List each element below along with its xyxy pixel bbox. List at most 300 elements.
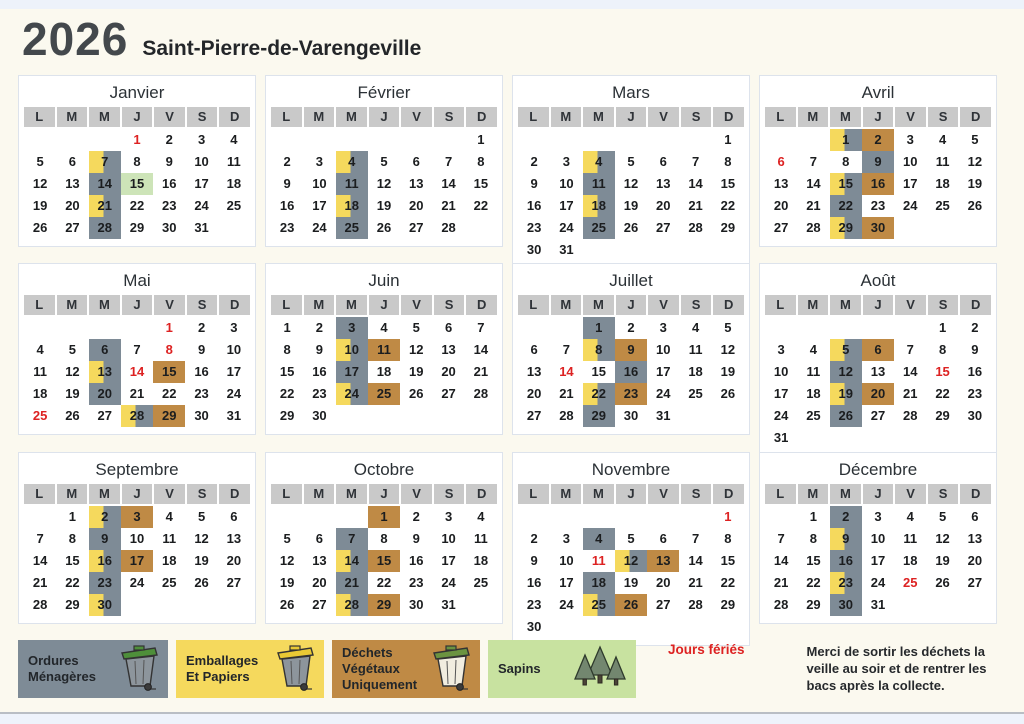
weekday-cell: D — [219, 107, 250, 127]
waste-bin-icon — [430, 643, 472, 691]
days-grid — [271, 317, 497, 427]
day-cell: 14 — [89, 173, 121, 195]
day-cell: 14 — [688, 553, 703, 568]
legend-boxes — [18, 640, 644, 698]
weekday-cell: J — [616, 107, 647, 127]
day-cell: 16 — [409, 553, 424, 568]
day-cell: 19 — [623, 198, 639, 213]
day-cell: 27 — [967, 575, 983, 590]
day-cell-empty — [765, 506, 797, 528]
day-cell-empty — [518, 129, 550, 151]
day-cell: 4 — [809, 342, 818, 357]
day-cell: 19 — [935, 553, 950, 568]
days-grid — [271, 129, 497, 239]
day-cell: 2 — [971, 320, 979, 335]
day-cell: 1 — [724, 509, 732, 524]
day-cell-empty — [518, 506, 550, 528]
day-cell: 30 — [862, 217, 894, 239]
day-cell: 9 — [615, 339, 647, 361]
day-cell: 10 — [226, 342, 242, 357]
day-cell: 29 — [65, 597, 80, 612]
day-cell-empty — [550, 317, 582, 339]
day-cell: 17 — [226, 364, 242, 379]
day-cell: 22 — [129, 198, 145, 213]
page-header — [0, 0, 1024, 65]
day-cell-empty — [679, 506, 711, 528]
weekday-cell: M — [336, 107, 367, 127]
day-cell: 12 — [409, 342, 424, 357]
day-cell: 21 — [336, 572, 368, 594]
weekday-cell: D — [960, 484, 991, 504]
day-cell: 3 — [562, 154, 571, 169]
day-cell: 2 — [165, 132, 173, 147]
weekday-cell: V — [648, 295, 679, 315]
day-cell: 25 — [935, 198, 950, 213]
day-cell: 16 — [967, 364, 983, 379]
day-cell: 5 — [68, 342, 77, 357]
day-cell: 16 — [194, 364, 209, 379]
day-cell: 1 — [283, 320, 291, 335]
day-cell: 13 — [89, 361, 121, 383]
day-cell: 18 — [583, 195, 615, 217]
weekday-cell: M — [798, 484, 829, 504]
day-cell: 30 — [409, 597, 424, 612]
day-cell: 18 — [376, 364, 392, 379]
day-cell: 9 — [412, 531, 420, 546]
day-cell: 13 — [656, 176, 671, 191]
weekday-cell: M — [89, 484, 120, 504]
waste-bin-icon — [118, 643, 160, 691]
day-cell: 6 — [530, 342, 538, 357]
day-cell: 18 — [32, 386, 48, 401]
weekday-cell: S — [434, 295, 465, 315]
day-cell: 14 — [441, 176, 456, 191]
day-cell: 1 — [583, 317, 615, 339]
day-cell: 5 — [627, 531, 635, 546]
day-cell: 30 — [194, 408, 209, 423]
commune-title: Saint-Pierre-de-Varengeville — [142, 37, 422, 60]
day-cell: 29 — [720, 597, 736, 612]
day-cell: 8 — [477, 154, 485, 169]
day-cell-empty — [894, 317, 926, 339]
day-cell: 9 — [530, 176, 538, 191]
day-cell-empty — [24, 129, 56, 151]
day-cell: 1 — [830, 129, 862, 151]
day-cell: 8 — [938, 342, 947, 357]
day-cell: 6 — [777, 154, 785, 169]
days-grid — [24, 317, 250, 427]
day-cell: 18 — [473, 553, 489, 568]
day-cell: 23 — [526, 597, 542, 612]
day-cell: 2 — [315, 320, 324, 335]
day-cell: 8 — [283, 342, 291, 357]
day-cell-empty — [647, 129, 679, 151]
day-cell-empty — [336, 129, 368, 151]
weekday-cell: D — [713, 484, 744, 504]
day-cell: 3 — [659, 320, 667, 335]
month-title: Avril — [861, 83, 895, 102]
day-cell: 26 — [376, 220, 392, 235]
weekday-cell: S — [681, 295, 712, 315]
month-panel-mars — [512, 75, 750, 269]
day-cell: 20 — [89, 383, 121, 405]
day-cell: 28 — [121, 405, 153, 427]
day-cell: 6 — [230, 509, 238, 524]
weekday-cell: J — [863, 295, 894, 315]
weekday-cell: M — [89, 107, 120, 127]
day-cell: 21 — [688, 575, 703, 590]
day-cell: 3 — [874, 509, 882, 524]
day-cell: 15 — [720, 553, 736, 568]
month-panel-mai — [18, 263, 256, 435]
weekday-cell: V — [401, 107, 432, 127]
month-title: Septembre — [95, 460, 179, 479]
day-cell: 27 — [441, 386, 456, 401]
day-cell-empty — [583, 506, 615, 528]
day-cell: 30 — [623, 408, 639, 423]
weekday-cell: D — [219, 484, 250, 504]
month-title: Mars — [612, 83, 650, 102]
day-cell: 13 — [647, 550, 679, 572]
weekday-cell: M — [798, 107, 829, 127]
days-grid — [518, 129, 744, 261]
day-cell: 12 — [623, 176, 639, 191]
weekday-cell: J — [122, 107, 153, 127]
day-cell: 28 — [903, 408, 918, 423]
weekday-cell: M — [583, 484, 614, 504]
weekday-cell: S — [187, 295, 218, 315]
weekday-cell: S — [434, 107, 465, 127]
day-cell: 16 — [89, 550, 121, 572]
day-cell: 13 — [226, 531, 242, 546]
month-title: Janvier — [109, 83, 165, 102]
day-cell: 13 — [441, 342, 456, 357]
day-cell: 7 — [562, 342, 571, 357]
day-cell: 2 — [89, 506, 121, 528]
day-cell: 31 — [656, 408, 671, 423]
day-cell: 20 — [656, 198, 671, 213]
day-cell-empty — [432, 129, 464, 151]
day-cell: 13 — [870, 364, 886, 379]
day-cell-empty — [56, 317, 88, 339]
day-cell: 28 — [688, 220, 703, 235]
weekday-cell: M — [551, 295, 582, 315]
day-cell: 30 — [967, 408, 983, 423]
day-cell: 27 — [409, 220, 424, 235]
day-cell: 26 — [65, 408, 80, 423]
day-cell: 5 — [197, 509, 206, 524]
day-cell: 27 — [526, 408, 542, 423]
day-cell: 21 — [89, 195, 121, 217]
day-cell: 1 — [165, 320, 173, 335]
weekday-cell: J — [616, 484, 647, 504]
day-cell: 24 — [336, 383, 368, 405]
day-cell: 17 — [656, 364, 671, 379]
day-cell: 11 — [903, 531, 918, 546]
day-cell: 25 — [32, 408, 48, 423]
day-cell: 20 — [226, 553, 242, 568]
day-cell: 27 — [312, 597, 327, 612]
day-cell: 30 — [312, 408, 327, 423]
day-cell: 22 — [830, 195, 862, 217]
day-cell: 15 — [935, 364, 950, 379]
weekday-cell: L — [24, 107, 55, 127]
day-cell: 31 — [870, 597, 886, 612]
day-cell: 23 — [526, 220, 542, 235]
day-cell: 28 — [89, 217, 121, 239]
day-cell-empty — [679, 129, 711, 151]
day-cell: 20 — [526, 386, 542, 401]
day-cell: 13 — [526, 364, 542, 379]
day-cell: 6 — [315, 531, 324, 546]
weekday-cell: L — [518, 107, 549, 127]
weekday-cell: V — [154, 484, 185, 504]
days-grid — [518, 506, 744, 638]
day-cell: 13 — [312, 553, 327, 568]
month-panel-juillet — [512, 263, 750, 435]
day-cell: 25 — [583, 217, 615, 239]
day-cell: 17 — [903, 176, 918, 191]
day-cell: 24 — [773, 408, 789, 423]
day-cell: 12 — [615, 550, 647, 572]
day-cell: 17 — [336, 361, 368, 383]
day-cell: 28 — [473, 386, 489, 401]
day-cell: 28 — [773, 597, 789, 612]
day-cell: 28 — [336, 594, 368, 616]
day-cell: 28 — [32, 597, 48, 612]
weekday-cell: L — [765, 484, 796, 504]
day-cell: 25 — [162, 575, 177, 590]
weekday-cell: M — [304, 484, 335, 504]
day-cell: 7 — [133, 342, 141, 357]
day-cell: 19 — [830, 383, 862, 405]
day-cell: 15 — [720, 176, 736, 191]
day-cell: 29 — [935, 408, 950, 423]
day-cell: 21 — [32, 575, 48, 590]
day-cell: 12 — [935, 531, 950, 546]
day-cell: 21 — [688, 198, 703, 213]
day-cell: 3 — [315, 154, 324, 169]
day-cell: 19 — [720, 364, 736, 379]
day-cell: 7 — [691, 154, 700, 169]
day-cell-empty — [121, 317, 153, 339]
day-cell: 8 — [165, 342, 173, 357]
day-cell-empty — [336, 506, 368, 528]
day-cell: 7 — [89, 151, 121, 173]
day-cell: 7 — [444, 154, 453, 169]
waste-bin-icon-wrap — [430, 643, 472, 696]
day-cell: 24 — [903, 198, 918, 213]
month-title: Août — [860, 271, 896, 290]
day-cell: 29 — [153, 405, 185, 427]
day-cell: 10 — [656, 342, 671, 357]
day-cell: 25 — [336, 217, 368, 239]
scan-edge-bottom — [0, 714, 1024, 724]
legend-box-2 — [332, 640, 480, 698]
day-cell: 9 — [862, 151, 894, 173]
day-cell: 15 — [153, 361, 185, 383]
day-cell: 9 — [197, 342, 206, 357]
waste-bin-icon-wrap — [118, 643, 160, 696]
scan-edge-top — [0, 0, 1024, 9]
day-cell: 3 — [444, 509, 453, 524]
day-cell: 26 — [830, 405, 862, 427]
day-cell: 18 — [226, 176, 242, 191]
day-cell: 25 — [583, 594, 615, 616]
day-cell: 28 — [559, 408, 574, 423]
weekday-header-row — [24, 295, 250, 315]
day-cell: 22 — [473, 198, 489, 213]
weekday-cell: V — [401, 484, 432, 504]
legend-label: Emballages Et Papiers — [186, 652, 259, 684]
day-cell-empty — [368, 129, 400, 151]
weekday-cell: J — [616, 295, 647, 315]
day-cell: 5 — [380, 154, 388, 169]
day-cell: 27 — [65, 220, 80, 235]
day-cell: 2 — [862, 129, 894, 151]
day-cell: 30 — [526, 242, 542, 257]
month-panel-septembre — [18, 452, 256, 624]
day-cell: 26 — [615, 594, 647, 616]
weekday-cell: S — [681, 107, 712, 127]
day-cell: 8 — [724, 531, 732, 546]
weekday-cell: D — [219, 295, 250, 315]
day-cell: 21 — [441, 198, 456, 213]
weekday-cell: D — [713, 295, 744, 315]
day-cell: 8 — [133, 154, 141, 169]
day-cell: 8 — [809, 531, 818, 546]
weekday-cell: M — [830, 295, 861, 315]
waste-bin-icon-wrap — [274, 643, 316, 696]
weekday-header-row — [765, 295, 991, 315]
month-panel-février — [265, 75, 503, 247]
weekday-cell: J — [122, 295, 153, 315]
day-cell: 14 — [903, 364, 918, 379]
weekday-cell: S — [187, 107, 218, 127]
month-title: Juillet — [609, 271, 653, 290]
day-cell: 30 — [830, 594, 862, 616]
day-cell: 21 — [903, 386, 918, 401]
day-cell: 1 — [368, 506, 400, 528]
day-cell: 1 — [68, 509, 77, 524]
day-cell: 23 — [312, 386, 327, 401]
month-title: Juin — [368, 271, 400, 290]
day-cell: 1 — [477, 132, 485, 147]
waste-bin-icon — [274, 643, 316, 691]
day-cell: 25 — [806, 408, 821, 423]
weekday-cell: V — [895, 295, 926, 315]
day-cell: 7 — [809, 154, 818, 169]
weekday-cell: L — [518, 295, 549, 315]
weekday-cell: M — [304, 107, 335, 127]
weekday-cell: L — [24, 295, 55, 315]
weekday-cell: L — [518, 484, 549, 504]
day-cell: 24 — [559, 220, 574, 235]
day-cell: 5 — [938, 509, 947, 524]
weekday-cell: V — [648, 107, 679, 127]
day-cell: 16 — [830, 550, 862, 572]
weekday-cell: M — [551, 107, 582, 127]
day-cell-empty — [518, 317, 550, 339]
weekday-cell: M — [830, 107, 861, 127]
day-cell: 5 — [36, 154, 44, 169]
day-cell: 20 — [656, 575, 671, 590]
day-cell: 21 — [129, 386, 145, 401]
day-cell: 19 — [194, 553, 209, 568]
day-cell-empty — [797, 129, 829, 151]
day-cell: 9 — [165, 154, 173, 169]
day-cell: 25 — [473, 575, 489, 590]
day-cell: 22 — [720, 198, 736, 213]
weekday-cell: L — [765, 107, 796, 127]
day-cell: 18 — [583, 572, 615, 594]
weekday-cell: M — [551, 484, 582, 504]
day-cell: 7 — [691, 531, 700, 546]
day-cell: 5 — [283, 531, 291, 546]
day-cell: 19 — [409, 364, 424, 379]
day-cell: 8 — [842, 154, 850, 169]
day-cell: 4 — [230, 132, 238, 147]
day-cell: 22 — [806, 575, 821, 590]
day-cell: 24 — [129, 575, 145, 590]
day-cell: 5 — [627, 154, 635, 169]
day-cell: 25 — [226, 198, 242, 213]
day-cell: 11 — [583, 173, 615, 195]
day-cell: 9 — [315, 342, 324, 357]
day-cell: 2 — [197, 320, 206, 335]
day-cell: 6 — [862, 339, 894, 361]
day-cell: 15 — [368, 550, 400, 572]
weekday-cell: M — [336, 484, 367, 504]
day-cell: 29 — [368, 594, 400, 616]
day-cell: 1 — [938, 320, 947, 335]
day-cell: 11 — [806, 364, 821, 379]
day-cell: 14 — [32, 553, 48, 568]
day-cell: 28 — [806, 220, 821, 235]
day-cell: 4 — [938, 132, 947, 147]
weekday-cell: D — [960, 107, 991, 127]
weekday-cell: V — [154, 295, 185, 315]
day-cell: 31 — [226, 408, 242, 423]
day-cell: 2 — [830, 506, 862, 528]
day-cell: 19 — [376, 198, 392, 213]
day-cell: 6 — [659, 531, 667, 546]
weekday-cell: L — [271, 107, 302, 127]
day-cell: 22 — [720, 575, 736, 590]
day-cell: 30 — [89, 594, 121, 616]
day-cell: 9 — [89, 528, 121, 550]
day-cell: 18 — [162, 553, 177, 568]
day-cell: 20 — [441, 364, 456, 379]
day-cell: 16 — [526, 575, 542, 590]
day-cell: 7 — [477, 320, 485, 335]
day-cell: 8 — [68, 531, 77, 546]
day-cell: 4 — [583, 528, 615, 550]
day-cell: 3 — [562, 531, 571, 546]
weekday-cell: J — [863, 107, 894, 127]
day-cell: 2 — [627, 320, 635, 335]
day-cell: 14 — [473, 342, 489, 357]
day-cell: 17 — [194, 176, 209, 191]
day-cell: 4 — [36, 342, 44, 357]
day-cell: 3 — [777, 342, 785, 357]
weekday-header-row — [271, 107, 497, 127]
day-cell: 13 — [773, 176, 789, 191]
weekday-cell: D — [960, 295, 991, 315]
day-cell: 20 — [65, 198, 80, 213]
weekday-cell: V — [648, 484, 679, 504]
days-grid — [518, 317, 744, 427]
